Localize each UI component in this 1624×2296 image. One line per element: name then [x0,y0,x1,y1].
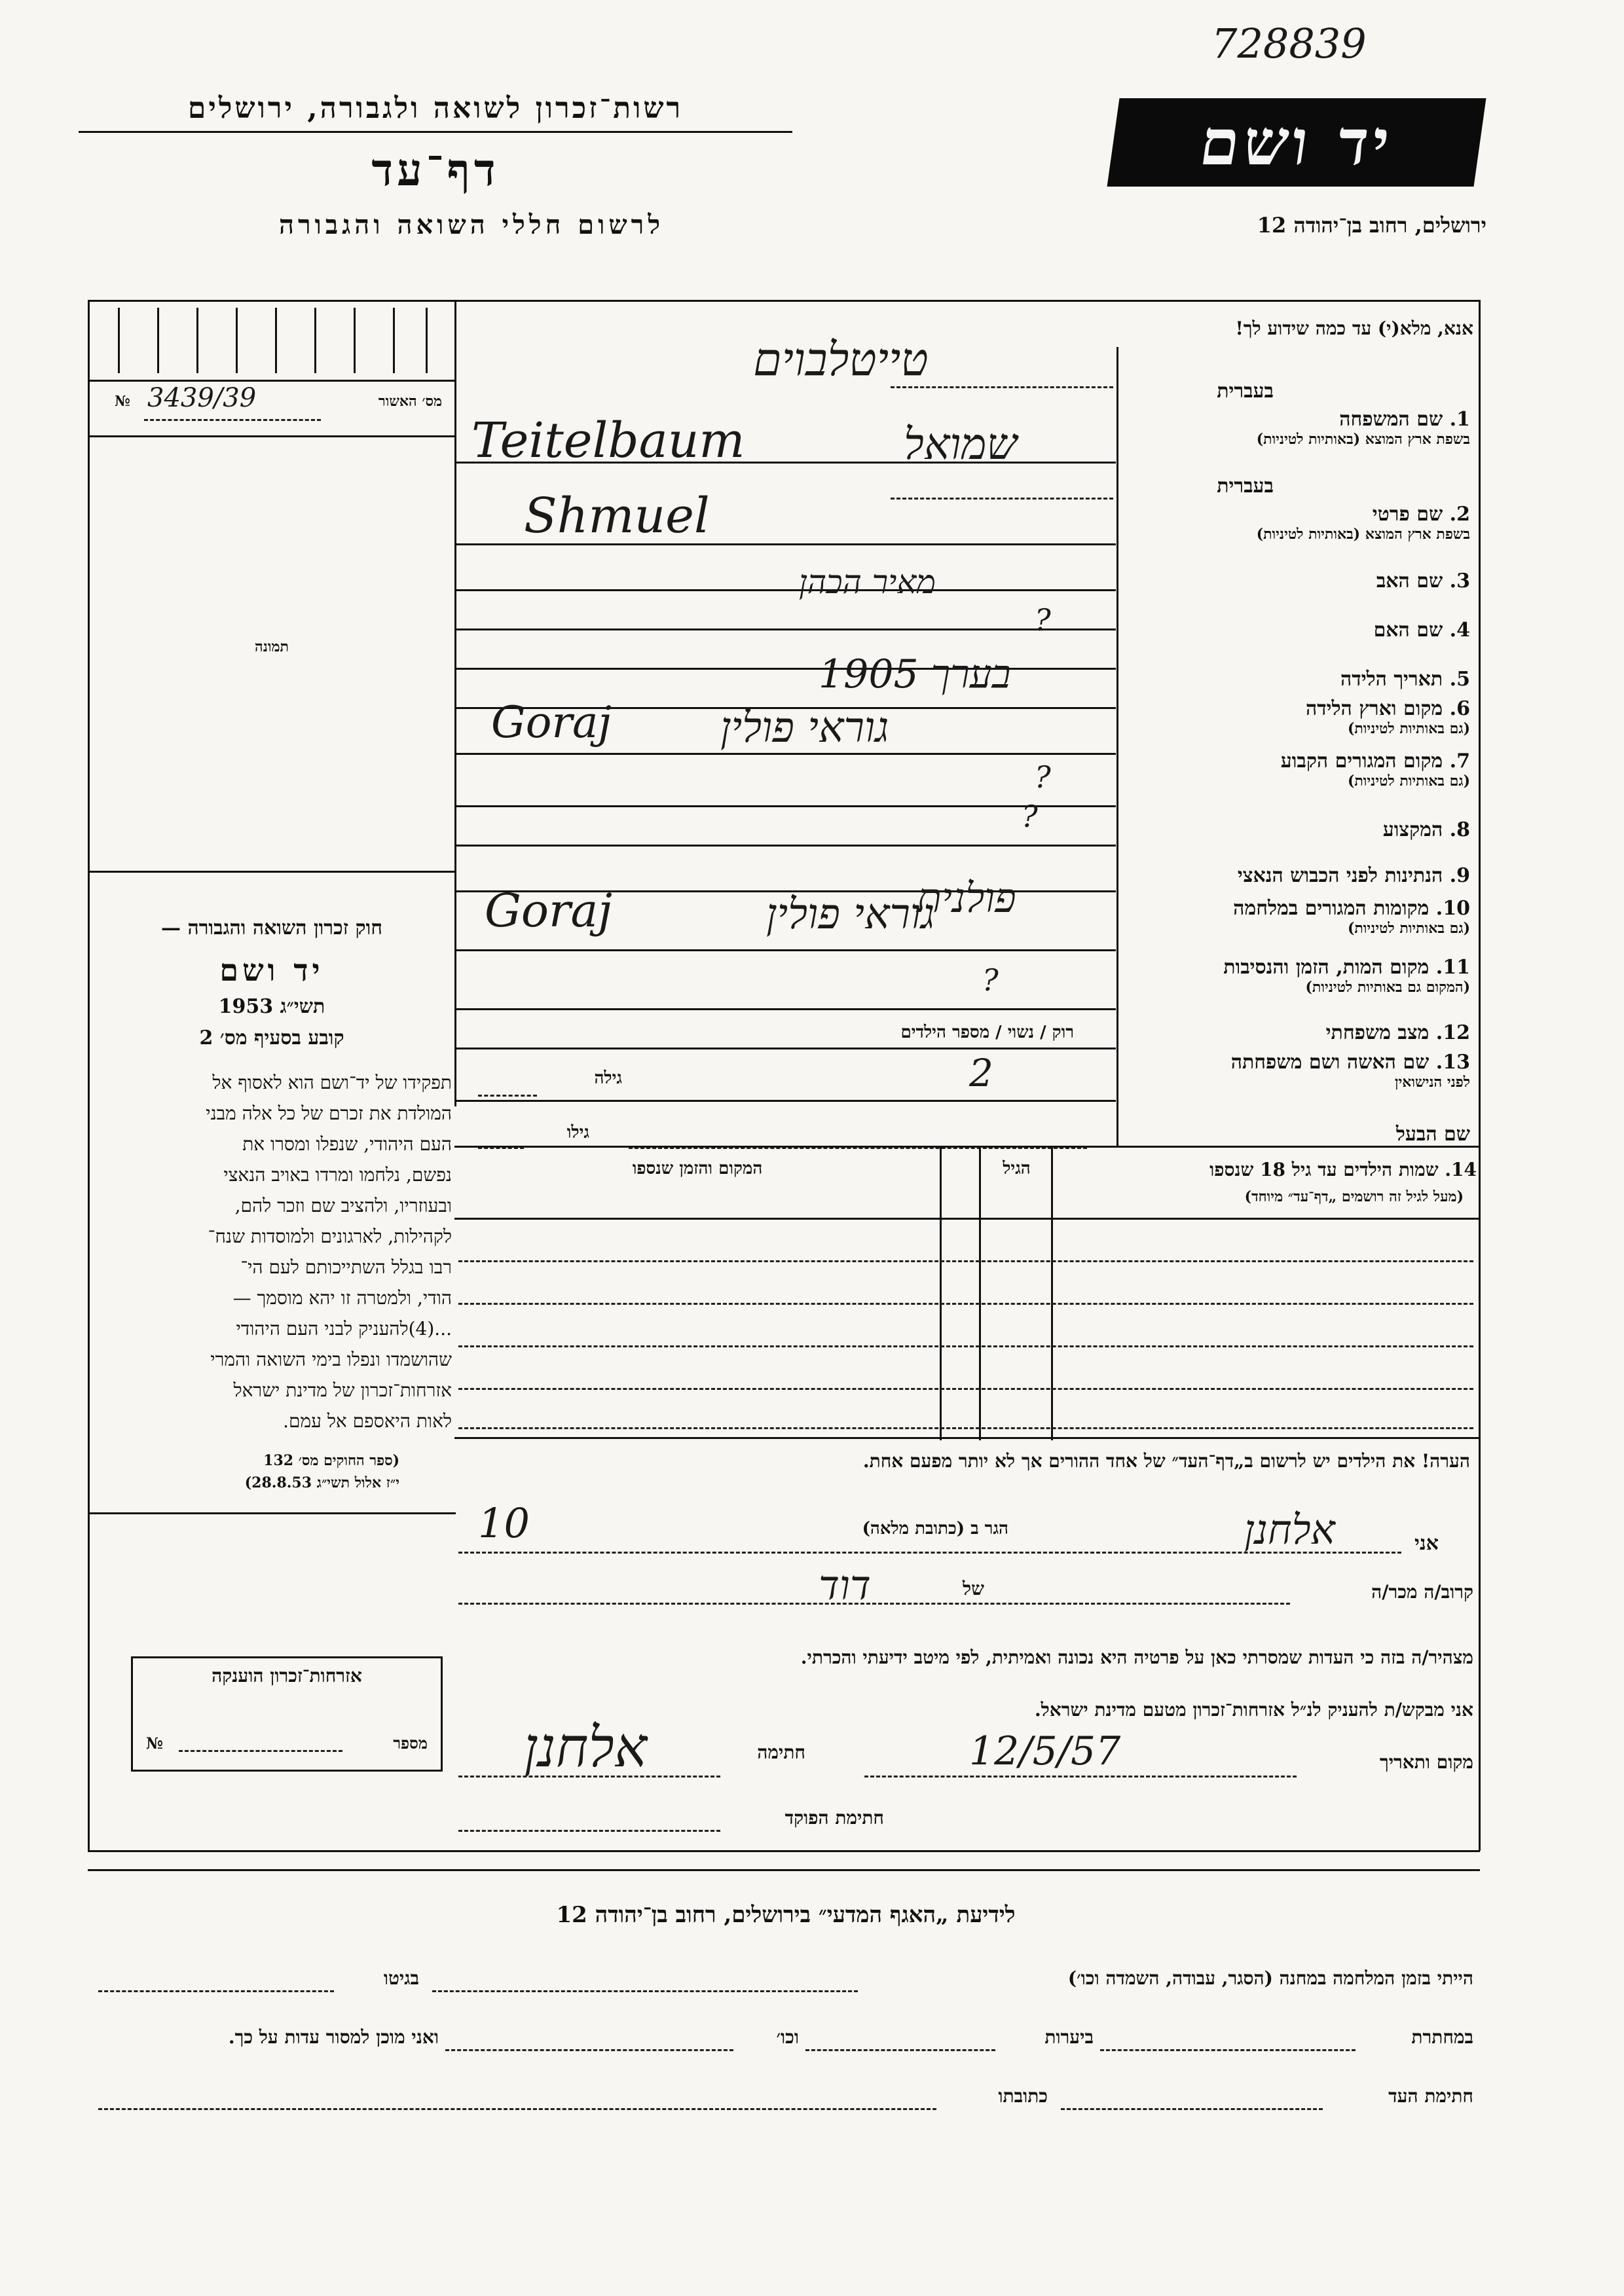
law-text-line: שהושמדו ונפלו בימי השואה והמרי [210,1349,452,1370]
approval-label: מס׳ האשור [378,393,442,410]
law-reference-2: י״ז אלול תשי״ג 28.8.53) [244,1474,399,1491]
form-intro: אנא, מלא(י) עד כמה שידוע לך! [1235,318,1473,339]
field-label: הנתינות לפני הכבוש הנאצי [1237,864,1443,887]
yad-vashem-logo [1107,98,1486,187]
field-nationality [1123,864,1470,887]
form-subtitle: לרשום חללי השואה והגבורה [278,210,665,240]
field-number: 4. [1449,619,1470,642]
handwritten-family-name-latin: Teitelbaum [471,412,745,469]
declarant-label: אני [1414,1532,1439,1555]
law-text-line: הודי, ולמטרה זו יהא מוסמך — [232,1287,452,1309]
authority-line: רשות־זכרון לשואה ולגבורה, ירושלים [187,92,684,125]
children-age-header: הגיל [1003,1159,1031,1178]
law-text-line: העם היהודי, שנפלו ומסרו את [242,1133,452,1155]
handwritten-residence: ? [1035,759,1051,795]
bottom-line2-etc: וכו׳ [776,2026,799,2048]
field-number: 2. [1449,503,1470,526]
law-text-line: לאות היאספם אל עמם. [283,1410,452,1432]
law-name: יד ושם [219,953,324,988]
law-text [98,1067,452,1436]
children-note [471,1450,1470,1472]
handwritten-declarant-address: 10 [478,1499,530,1547]
approval-no-symbol: № [115,393,130,410]
law-text-line: תפקידו של יד־ושם הוא לאסוף אל [212,1072,452,1093]
form-title: דף־עד [371,144,500,196]
memorial-citizenship-title: אזרחות־זכרון הוענקה [212,1665,362,1686]
field-sublabel: (גם באותיות לטיניות) [1347,920,1470,937]
field-number: 8. [1449,818,1470,841]
law-title: חוק זכרון השואה והגבורה — [161,917,382,939]
field-given-name [1123,475,1470,543]
handwritten-birth-place: גוראי פולין [720,704,889,752]
handwritten-wartime-place: גוראי פולין [766,890,935,939]
children-place-header: המקום והזמן שנספו [632,1159,763,1178]
handwritten-profession: ? [1022,799,1038,834]
law-text-line: לקהילות, לארגונים ולמוסדות שנח־ [208,1226,452,1247]
bottom-line2-forests: ביערות [1044,2026,1094,2048]
law-text-line: ...(4)להעניק לבני העם היהודי [236,1318,452,1339]
photo-placeholder-label: תמונה [255,638,289,655]
signature-label: חתימה [757,1741,805,1763]
field-label: מקום המגורים הקבוע [1280,750,1443,773]
bottom-line1-ghetto: בגיטו [383,1967,419,1989]
bottom-witness-address: כתובתו [998,2085,1048,2107]
address: ירושלים, רחוב בן־יהודה 12 [1257,213,1486,238]
approval-number: 3439/39 [147,383,257,413]
request-text: אני מבקש/ת להעניק לנ״ל אזרחות־זכרון מטעם מדינת ישראל. [1034,1699,1473,1721]
field-profession [1123,818,1470,841]
field-marital-status [1123,1021,1470,1044]
wife-age-label: גילה [594,1068,622,1088]
resident-label: הגר ב (כתובת מלאה) [862,1519,1008,1539]
law-year: תשי״ג 1953 [218,995,325,1018]
handwritten-family-name-hebrew: טייטלבוים [753,333,929,386]
field-wartime-places [1123,897,1470,937]
relative-label: קרוב/ה מכר/ה [1371,1581,1473,1603]
note-label: הערה! [1421,1450,1470,1472]
field-number: 1. [1449,408,1470,431]
declaration-text: מצהיר/ה בזה כי העדות שמסרתי כאן על פרטיה היא נכונה ואמיתית, לפי מיטב ידיעתי והכרתי. [800,1647,1473,1668]
bottom-title: לידיעת „האגף המדעי״ בירושלים, רחוב בן־יהודה 12 [556,1902,1016,1928]
field-label: המקצוע [1382,818,1443,841]
note-text: את הילדים יש לרשום ב„דף־העד״ של אחד ההורים אך לא יותר מפעם אחת. [862,1450,1416,1472]
field-label: שם פרטי [1372,503,1443,526]
field-sublabel: (גם באותיות לטיניות) [1347,720,1470,737]
field-number: 13. [1435,1051,1470,1074]
field-label: שם האם [1373,619,1443,642]
field-number: 7. [1449,750,1470,773]
children-section-title: 14. שמות הילדים עד גיל 18 שנספו [1209,1159,1477,1180]
handwritten-death-place: ? [982,962,999,998]
field-number: 6. [1449,697,1470,720]
logo-text: יד ושם [1195,105,1398,179]
field-label: תאריך הלידה [1340,668,1443,691]
memorial-citizenship-box [131,1656,443,1772]
handwritten-birth-place-latin: Goraj [491,697,612,748]
archive-number: 728839 [1211,20,1367,67]
field-number: 9. [1449,864,1470,887]
handwritten-given-name-latin: Shmuel [524,488,710,544]
marital-options: רוק / נשוי / מספר הילדים [900,1023,1074,1042]
field-number: 11. [1435,956,1470,979]
handwritten-declarant-name: אלחנן [1244,1506,1335,1554]
handwritten-signature: אלחנן [524,1715,648,1779]
handwritten-relation: דוד [819,1561,871,1609]
in-hebrew-label: בעברית [1217,380,1274,403]
field-residence [1123,750,1470,790]
handwritten-children-count: 2 [969,1051,993,1095]
children-section-subtitle: (מעל לגיל זה רושמים „דף־עד״ מיוחד) [1244,1188,1464,1205]
of-label: של [963,1578,984,1599]
bottom-line2-ready: ואני מוכן למסור עדות על כך. [228,2026,439,2048]
handwritten-given-name-hebrew: שמואל [904,419,1018,469]
handwritten-nationality: פולנית [917,874,1016,922]
husband-age-label: גילו [566,1123,589,1142]
law-clause: קובע בסעיף מס׳ 2 [199,1027,344,1049]
field-number: 3. [1449,570,1470,592]
law-text-line: אזרחות־זכרון של מדינת ישראל [233,1379,452,1401]
field-label: שם האשה ושם משפחתה [1230,1051,1430,1074]
law-text-line: ובעוזריו, ולהציב שם וזכר להם, [234,1195,452,1216]
field-birth-date [1123,668,1470,691]
handwritten-birth-date: בערך 1905 [819,651,1011,697]
field-label: שם המשפחה [1339,408,1443,431]
handwritten-date: 12/5/57 [969,1728,1121,1774]
field-death-place [1123,956,1470,996]
place-date-label: מקום ותאריך [1379,1751,1473,1773]
field-birth-place [1123,697,1470,737]
law-reference-1: (ספר החוקים מס׳ 132 [263,1452,399,1469]
field-mother-name [1123,619,1470,642]
field-sublabel: (גם באותיות לטיניות) [1347,773,1470,790]
law-text-line: המולדת את זכרם של כל אלה מבני [206,1102,452,1124]
bottom-line1-camp: הייתי בזמן המלחמה במחנה (הסגר, עבודה, השמדה וכו׳) [1067,1967,1473,1989]
in-hebrew-label: בעברית [1217,475,1274,498]
field-sublabel: (המקום גם באותיות לטיניות) [1305,979,1470,996]
field-label: מצב משפחתי [1325,1021,1430,1044]
memorial-no-symbol: № [146,1734,164,1753]
official-signature-label: חתימת הפוקד [784,1807,884,1829]
handwritten-wartime-place-latin: Goraj [485,884,612,938]
field-wife-name [1123,1051,1470,1091]
law-text-line: נפשם, נלחמו ומרדו באויב הנאצי [223,1164,452,1186]
field-sublabel: בשפת ארץ המוצא (באותיות לטיניות) [1256,526,1470,543]
field-label: שם האב [1376,570,1443,592]
bottom-line2-underground: במחתרת [1411,2026,1473,2048]
field-label: מקום המות, הזמן והנסיבות [1223,956,1430,979]
field-sublabel: בשפת ארץ המוצא (באותיות לטיניות) [1256,431,1470,448]
bottom-witness-signature: חתימת העד [1388,2085,1473,2107]
field-father-name [1123,570,1470,592]
field-label: מקום וארץ הלידה [1305,697,1443,720]
field-family-name [1123,380,1470,448]
memorial-number-label: מספר [393,1734,428,1753]
husband-name-label: שם הבעל [1395,1123,1470,1146]
handwritten-mother-name: ? [1035,602,1051,638]
handwritten-father-name: מאיר הכהן [799,563,936,601]
field-number: 10. [1435,897,1470,920]
field-number: 5. [1449,668,1470,691]
field-number: 12. [1435,1021,1470,1044]
law-text-line: רבו בגלל השתייכותם לעם הי־ [240,1256,452,1278]
field-label: מקומות המגורים במלחמה [1233,897,1430,920]
field-sublabel: לפני הנישואין [1394,1074,1470,1091]
